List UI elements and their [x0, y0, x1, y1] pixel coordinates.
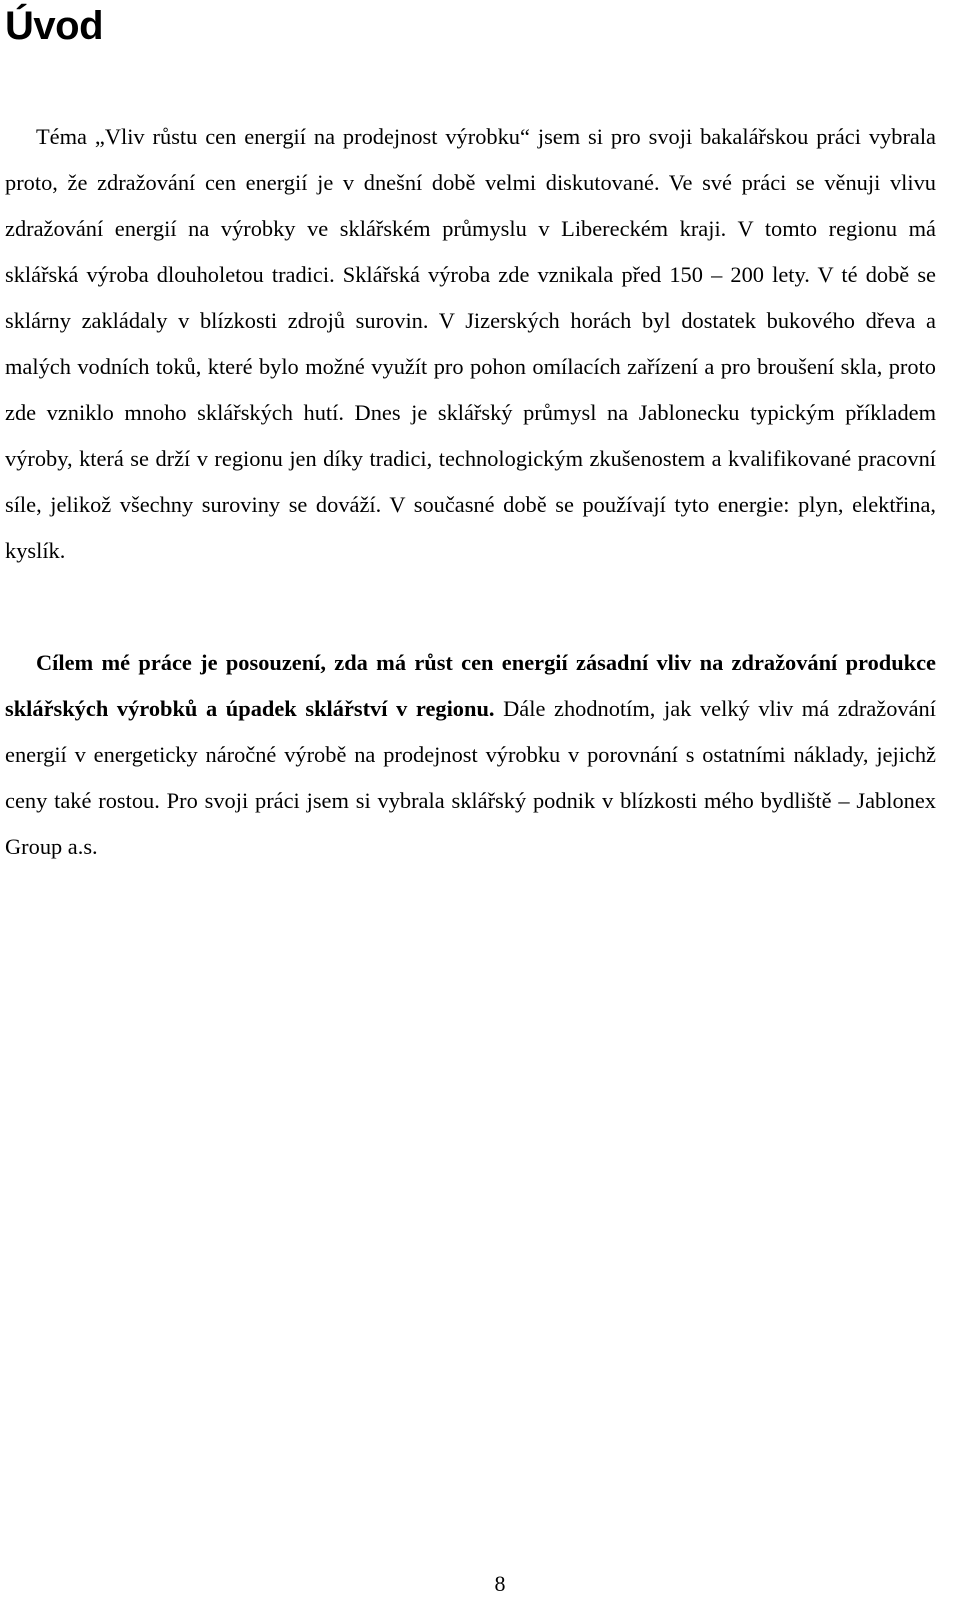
goal-paragraph-rest: Dále zhodnotím, jak velký vliv má zdražování energií v energeticky náročné výrobě na prodejnost výrobku v porovnání s ostatními náklady, jejichž ceny také rostou. Pro svoji práci jsem si vybrala sklářský podnik v blízkosti mého bydliště – Jablonex Group a.s.	[5, 696, 936, 859]
page-heading: Úvod	[5, 4, 103, 48]
page-number: 8	[494, 1571, 506, 1596]
intro-paragraph: Téma „Vliv růstu cen energií na prodejnost výrobku“ jsem si pro svoji bakalářskou práci vybrala proto, že zdražování cen energií je v dnešní době velmi diskutované. Ve své práci se věnuji vlivu zdražování energií na výrobky ve sklářském průmyslu v Libereckém kraji. V tomto regionu má sklářská výroba dlouholetou tradici. Sklářská výroba zde vznikala před 150 – 200 lety. V té době se sklárny zakládaly v blízkosti zdrojů surovin. V Jizerských horách byl dostatek bukového dřeva a malých vodních toků, které bylo možné využít pro pohon omílacích zařízení a pro broušení skla, proto zde vzniklo mnoho sklářských hutí. Dnes je sklářský průmysl na Jablonecku typickým příkladem výroby, která se drží v regionu jen díky tradici, technologickým zkušenostem a kvalifikované pracovní síle, jelikož všechny suroviny se dováží. V současné době se používají tyto energie: plyn, elektřina, kyslík.	[5, 124, 936, 563]
goal-paragraph	[5, 640, 936, 870]
goal-statement: Cílem mé práce je posouzení, zda má růst cen energií zásadní vliv na zdražování produkce sklářských výrobků a úpadek sklářství v regionu.	[5, 650, 936, 721]
